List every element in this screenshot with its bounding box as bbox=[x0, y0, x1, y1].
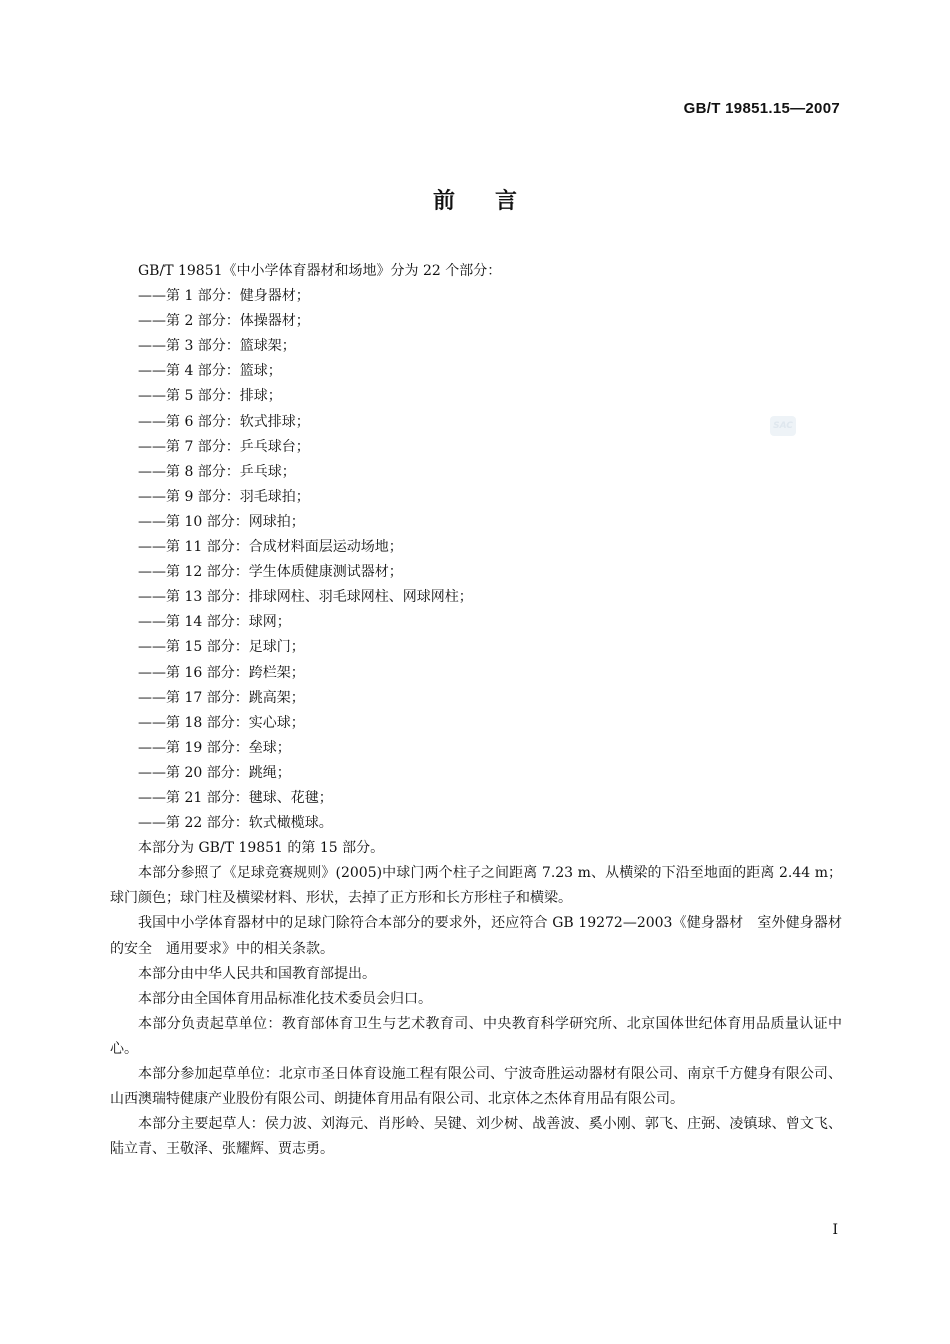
list-item: ——第 15 部分：足球门； bbox=[138, 639, 305, 656]
list-item: ——第 4 部分：篮球； bbox=[138, 363, 282, 380]
drafters-paragraph: 本部分主要起草人：侯力波、刘海元、肖彤岭、吴键、刘少树、战善波、奚小刚、郭飞、庄弼、凌镇球、曾文飞、陆立青、王敬泽、张耀辉、贾志勇。 bbox=[110, 1116, 842, 1158]
list-item: ——第 17 部分：跳高架； bbox=[138, 689, 305, 706]
list-item: ——第 10 部分：网球拍； bbox=[138, 513, 305, 530]
list-item: ——第 12 部分：学生体质健康测试器材； bbox=[138, 564, 403, 581]
page-title: 前言 bbox=[432, 189, 557, 214]
intro-paragraph: GB/T 19851《中小学体育器材和场地》分为 22 个部分： bbox=[138, 263, 502, 279]
page-number: I bbox=[832, 1222, 838, 1238]
list-item: ——第 14 部分：球网； bbox=[138, 614, 291, 631]
reference-paragraph: 本部分参照了《足球竞赛规则》(2005)中球门两个柱子之间距离 7.23 m、从横梁的下沿至地面的距离 2.44 m；球门颜色；球门柱及横梁材料、形状，去掉了正方形和长方形柱子和横梁。 bbox=[110, 865, 842, 907]
list-item: ——第 5 部分：排球； bbox=[138, 388, 282, 405]
list-item: ——第 8 部分：乒乓球； bbox=[138, 463, 296, 480]
list-item: ——第 21 部分：毽球、花毽； bbox=[138, 789, 333, 806]
list-item: ——第 11 部分：合成材料面层运动场地； bbox=[138, 539, 403, 556]
participating-units-paragraph: 本部分参加起草单位：北京市圣日体育设施工程有限公司、宁波奇胜运动器材有限公司、南京千方健身有限公司、山西澳瑞特健康产业股份有限公司、朗捷体育用品有限公司、北京体之杰体育用品有限公司。 bbox=[110, 1066, 842, 1108]
parts-list bbox=[110, 284, 842, 836]
list-item: ——第 6 部分：软式排球； bbox=[138, 413, 310, 430]
foreword-body bbox=[110, 259, 842, 1162]
centralized-paragraph: 本部分由全国体育用品标准化技术委员会归口。 bbox=[138, 990, 432, 1007]
compliance-paragraph: 我国中小学体育器材中的足球门除符合本部分的要求外，还应符合 GB 19272—2003《健身器材 室外健身器材的安全 通用要求》中的相关条款。 bbox=[110, 915, 842, 957]
standard-number: GB/T 19851.15—2007 bbox=[683, 100, 840, 117]
list-item: ——第 2 部分：体操器材； bbox=[138, 313, 310, 330]
list-item: ——第 9 部分：羽毛球拍； bbox=[138, 488, 310, 505]
list-item: ——第 18 部分：实心球； bbox=[138, 714, 305, 731]
list-item: ——第 19 部分：垒球； bbox=[138, 739, 291, 756]
list-item: ——第 7 部分：乒乓球台； bbox=[138, 438, 310, 455]
list-item: ——第 22 部分：软式橄榄球。 bbox=[138, 815, 333, 832]
sac-watermark-logo: SAC bbox=[770, 416, 796, 436]
list-item: ——第 3 部分：篮球架； bbox=[138, 338, 296, 355]
list-item: ——第 1 部分：健身器材； bbox=[138, 288, 310, 305]
list-item: ——第 20 部分：跳绳； bbox=[138, 764, 291, 781]
list-item: ——第 13 部分：排球网柱、羽毛球网柱、网球网柱； bbox=[138, 589, 473, 606]
part-statement-paragraph: 本部分为 GB/T 19851 的第 15 部分。 bbox=[138, 840, 385, 857]
proposer-paragraph: 本部分由中华人民共和国教育部提出。 bbox=[138, 965, 376, 982]
list-item: ——第 16 部分：跨栏架； bbox=[138, 664, 305, 681]
drafting-unit-paragraph: 本部分负责起草单位：教育部体育卫生与艺术教育司、中央教育科学研究所、北京国体世纪体育用品质量认证中心。 bbox=[110, 1015, 842, 1057]
